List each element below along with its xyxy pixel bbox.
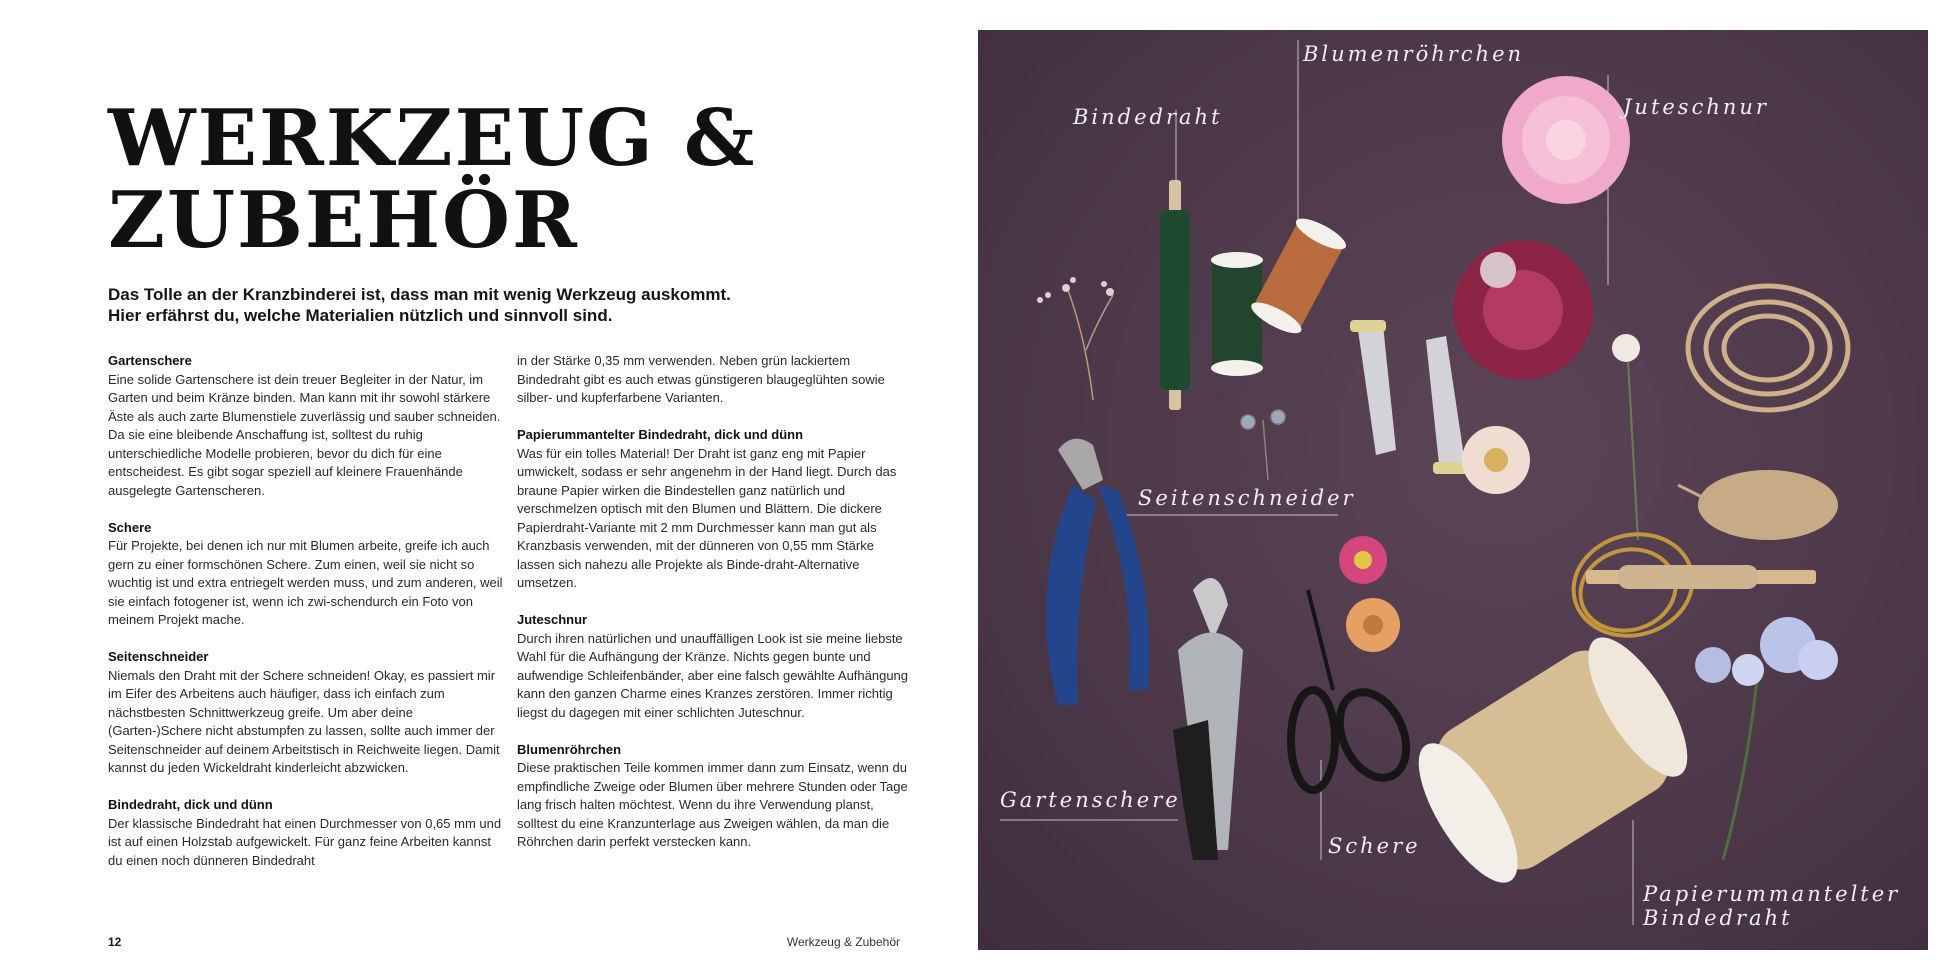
- label-papierdraht-line-1: Papierummantelter: [1643, 882, 1901, 906]
- gypsophila-sprig: [1068, 290, 1113, 400]
- label-schere: Schere: [1328, 834, 1421, 858]
- text-column-right: [517, 352, 915, 870]
- section-papierdraht: [517, 426, 915, 593]
- section-heading: Papierummantelter Bindedraht, dick und dünn: [517, 427, 804, 442]
- pink-dahlia: [1502, 76, 1630, 204]
- garden-shears: [1173, 578, 1243, 860]
- section-text: Durch ihren natürlichen und unauffälligen Look ist sie meine liebste Wahl für die Aufhängung der Kränze. Nichts gegen bunte und aufwendige Schleifenbänder, aber eine falsch gewählte Aufhängung kann den ganzen Charme eines Kranzes zerstören. Immer richtig liegst du dagegen mit einer schlichten Juteschnur.: [517, 630, 909, 720]
- copper-wire-spool: [1247, 213, 1349, 339]
- section-text: Was für ein tolles Material! Der Draht ist ganz eng mit Papier umwickelt, sodass er sehr angenehm in der Hand liegt. Durch das braune Papier wirken die Bindestellen ganz natürlich und verschmelzen optisch mit den Blumen und Blättern. Die dickere Papierdraht-Variante mit 2 mm Durchmesser kann man gut als Kranzbasis verwenden, mit der dünneren von 0,55 mm Stärke lassen sich nahezu alle Projekte als Binde-draht-Alternative umsetzen.: [517, 445, 897, 590]
- section-bindedraht: [108, 796, 506, 870]
- section-heading: Gartenschere: [108, 353, 192, 368]
- section-heading: Schere: [108, 519, 152, 535]
- section-text: Der klassische Bindedraht hat einen Durchmesser von 0,65 mm und ist auf einen Holzstab aufgewickelt. Für ganz feine Arbeiten kannst du einen noch dünneren Bindedraht: [108, 815, 502, 868]
- section-schere: [108, 519, 506, 630]
- section-heading: Juteschnur: [517, 612, 588, 627]
- intro-text: [108, 284, 788, 326]
- page-title: [108, 93, 757, 266]
- title-line-2: ZUBEHÖR: [108, 175, 579, 266]
- green-wire-spool: [1211, 252, 1263, 376]
- flower-tubes: [1350, 320, 1471, 474]
- section-text: Niemals den Draht mit der Schere schneiden! Okay, es passiert mir im Eifer des Arbeitens auch häufiger, dass ich einfach zum nächstbesten Schnittwerkzeug greife. Um aber deine (Garten-)Schere nicht abstumpfen zu lassen, sollte auch immer der Seitenschneider auf deinem Arbeitstisch in Reichweite liegen. Damit kannst du jeden Wickeldraht kinderleicht abzwicken.: [108, 667, 500, 775]
- limonium-sprig: [1695, 617, 1838, 860]
- white-dried-flower: [1612, 334, 1640, 540]
- section-heading: Bindedraht, dick und dünn: [108, 797, 273, 812]
- section-heading: Seitenschneider: [108, 649, 209, 664]
- label-bindedraht: Bindedraht: [1073, 105, 1223, 129]
- green-wire-stick: [1160, 180, 1190, 410]
- title-line-1: WERKZEUG &: [108, 93, 757, 184]
- jute-twine-coil: [1688, 286, 1848, 410]
- section-blumenroehrchen: [517, 741, 915, 852]
- jute-ball: [1678, 470, 1838, 540]
- section-bindedraht-continued: [517, 352, 915, 408]
- running-footer: Werkzeug & Zubehör: [786, 935, 900, 949]
- label-blumenroehrchen: Blumenröhrchen: [1303, 42, 1525, 66]
- label-juteschnur: Juteschnur: [1623, 95, 1769, 119]
- section-juteschnur: [517, 611, 915, 722]
- page-number: 12: [108, 935, 122, 949]
- label-seitenschneider: Seitenschneider: [1138, 486, 1356, 510]
- label-papierdraht: [1643, 882, 1903, 930]
- section-text: Diese praktischen Teile kommen immer dann zum Einsatz, wenn du empfindliche Zweige oder Blumen über mehrere Stunden oder Tage lang frisch halten möchtest. Wenn du ihre Verwendung planst, solltest du eine Kranzunterlage aus Zweigen wählen, da man die Röhrchen darin perfekt verstecken kann.: [517, 760, 908, 849]
- section-heading: Blumenröhrchen: [517, 741, 622, 757]
- section-text: Für Projekte, bei denen ich nur mit Blumen arbeite, greife ich auch gern zu einer formschönen Schere. Zum einen, weil sie nicht so wuchtig ist und extra entriegelt werden muss, und zum anderen, weil sie einfach fotogener ist, wenn ich zwi-schendurch ein Foto von meinem Projekt mache.: [108, 538, 503, 627]
- side-cutter: [1046, 439, 1149, 705]
- section-text: in der Stärke 0,35 mm verwenden. Neben grün lackiertem Bindedraht gibt es auch etwas günstigeren blaugeglühten sowie silber- und kupferfarbene Varianten.: [517, 353, 885, 405]
- label-gartenschere: Gartenschere: [1000, 788, 1181, 812]
- paper-wire-spool: [1400, 623, 1705, 896]
- tools-photo: [978, 30, 1928, 950]
- section-seitenschneider: [108, 648, 506, 778]
- photo-illustration: [978, 30, 1928, 950]
- intro-line-2: Hier erfährst du, welche Materialien nützlich und sinnvoll sind.: [108, 306, 613, 325]
- thistle: [1241, 410, 1285, 480]
- intro-line-1: Das Tolle an der Kranzbinderei ist, dass man mit wenig Werkzeug auskommt.: [108, 285, 731, 304]
- paper-wire-stick: [1586, 565, 1816, 589]
- text-column-left: [108, 352, 506, 889]
- helichrysum-flowers: [1339, 426, 1530, 652]
- label-papierdraht-line-2: Bindedraht: [1643, 906, 1793, 930]
- section-text: Eine solide Gartenschere ist dein treuer Begleiter in der Natur, im Garten und beim Kränze binden. Man kann mit ihr sowohl stärkere Äste als auch zarte Blumenstiele zuverlässig und sauber schneiden. Da sie eine bleibende Anschaffung ist, solltest du ruhig unterschiedliche Modelle probieren, bevor du dich für eine entscheidest. Es gibt sogar speziell auf kleinere Frauenhände ausgelegte Gartenscheren.: [108, 371, 501, 498]
- dried-magenta-flower: [1453, 240, 1593, 380]
- section-gartenschere: [108, 352, 506, 500]
